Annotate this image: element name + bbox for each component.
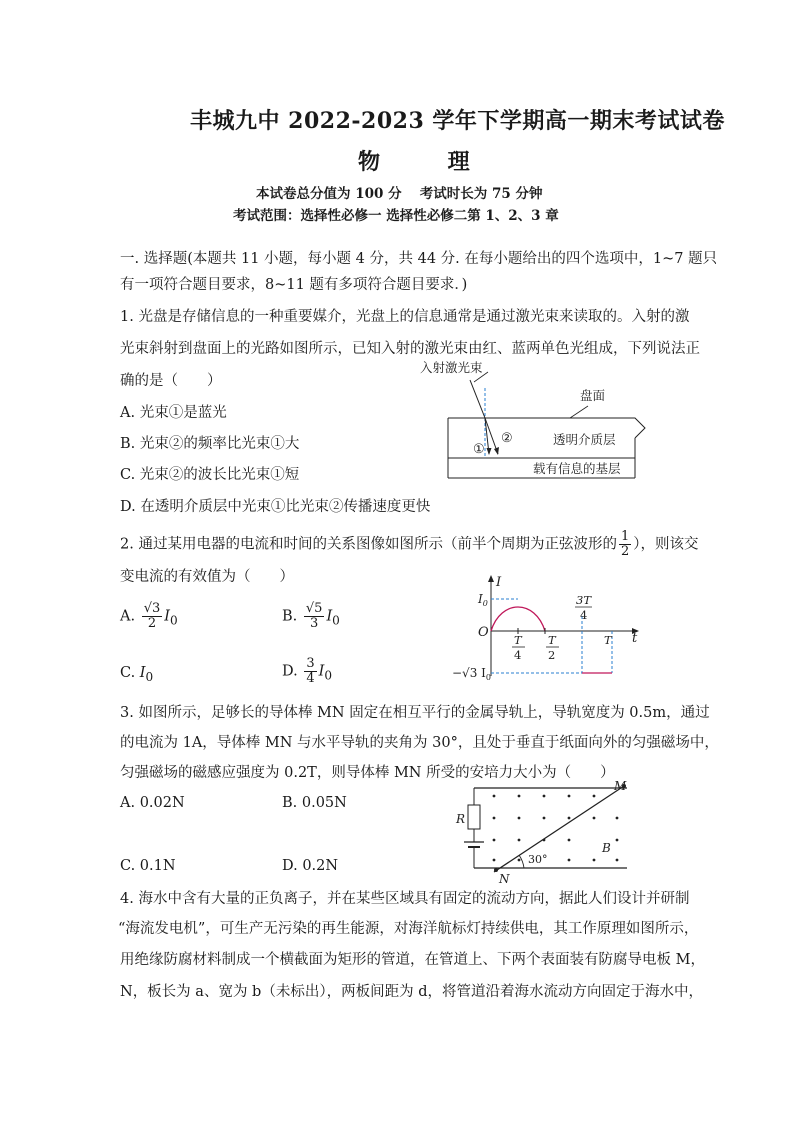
origin-label: O [478,625,489,640]
score-time-info: 本试卷总分值为 100 分 考试时长为 75 分钟 [256,186,543,202]
q2-option-b [282,602,340,631]
option-b-fraction [304,602,325,631]
subject-title: 物 理 [358,149,500,175]
q4-stem-line2: “海流发电机”，可生产无污染的再生能源，对海洋航标灯持续供电，其工作原理如图所示， [118,921,699,937]
incident-beam-label: 入射激光束 [420,360,483,375]
fraction-numerator: 1 [620,529,630,544]
i0-subscript: 0 [482,599,488,608]
q1-option-d: D. 在透明介质层中光束①比光束②传播速度更快 [120,499,431,515]
q2-stem-pre: 2. 通过某用电器的电流和时间的关系图像如图所示（前半个周期为正弦波形的 [120,536,617,553]
t-full-label: T [604,633,612,647]
beam-2-label: ② [501,431,513,446]
t-quarter-numerator: T [514,633,522,647]
q4-stem-line4: N，板长为 a、宽为 b（未标出），两板间距为 d，将管道沿着海水流动方向固定于海水中， [120,984,703,1000]
fraction-numerator: √3 [143,601,161,616]
neg-root3-i0-label [452,666,491,682]
q3-rail-figure [452,780,642,886]
q1-option-a: A. 光束①是蓝光 [120,405,227,421]
current-symbol: I [318,663,325,680]
current-subscript: 0 [170,613,178,628]
neg-i0-symbol: −√3 I [452,666,486,680]
q1-stem-line1: 1. 光盘是存储信息的一种重要媒介，光盘上的信息通常是通过激光束来读取的。入射的激 [120,309,690,325]
t-three-quarter-numerator: 3T [576,593,591,607]
fraction-numerator: 3 [306,656,315,671]
option-label: C. [120,665,136,681]
beam-1-label: ① [473,442,485,457]
current-subscript: 0 [324,668,333,683]
point-n-label: N [499,872,510,886]
option-label: A. [120,608,136,625]
exam-scope: 考试范围：选择性必修一 选择性必修二第 1、2、3 章 [233,208,559,224]
section-heading-line1: 一. 选择题(本题共 11 小题，每小题 4 分，共 44 分. 在每小题给出的四个选项中，1~7 题只 [120,251,718,267]
q2-stem-post: ），则该交 [633,536,699,553]
t-three-quarter-denominator: 4 [580,608,588,622]
resistor-label: R [456,812,466,826]
option-label: B. [282,608,298,625]
t-half-denominator: 2 [548,648,556,662]
disc-surface-label: 盘面 [580,388,606,403]
current-subscript: 0 [145,669,154,684]
i0-symbol: I [478,592,483,606]
q1-option-c: C. 光束②的波长比光束①短 [120,467,300,483]
field-b-label: B [602,841,611,855]
fraction-denominator: 2 [147,616,157,631]
current-symbol: I [139,665,146,681]
q2-half-fraction [619,530,631,559]
q3-stem-line1: 3. 如图所示，足够长的导体棒 MN 固定在相互平行的金属导轨上，导轨宽度为 0.5m，通过 [120,705,710,721]
neg-i0-subscript: 0 [485,673,491,682]
i-axis-label: I [496,575,502,590]
q2-option-a [120,602,178,631]
fraction-denominator: 3 [310,616,319,631]
q2-stem-line2: 变电流的有效值为（ ） [120,569,294,585]
q2-current-time-graph [446,572,646,682]
option-a-fraction [142,602,163,631]
point-m-label: M [614,779,627,793]
q4-stem-line1: 4. 海水中含有大量的正负离子，并在某些区域具有固定的流动方向，据此人们设计并研制 [120,891,690,907]
option-d-fraction [304,657,316,686]
fraction-denominator: 4 [306,671,315,686]
t-quarter-denominator: 4 [514,648,522,662]
current-subscript: 0 [332,613,340,628]
q3-option-d: D. 0.2N [282,858,339,874]
q2-stem-line1 [120,530,698,559]
q2-option-d [282,657,332,686]
section-heading-line2: 有一项符合题目要求，8~11 题有多项符合题目要求．) [120,277,468,293]
exam-title: 丰城九中 2022-2023 学年下学期高一期末考试试卷 [190,108,725,134]
t-axis-label: t [632,631,638,646]
q1-stem-line3: 确的是（ ） [120,373,222,389]
q3-option-b: B. 0.05N [282,795,347,811]
t-half-numerator: T [548,633,556,647]
q3-option-a: A. 0.02N [120,795,185,811]
q4-stem-line3: 用绝缘防腐材料制成一个横截面为矩形的管道，在管道上、下两个表面装有防腐导电板 M， [120,952,705,968]
q1-stem-line2: 光束斜射到盘面上的光路如图所示，已知入射的激光束由红、蓝两单色光组成，下列说法正 [120,341,700,357]
q2-option-c [120,665,153,684]
q3-option-c: C. 0.1N [120,858,176,874]
q1-optical-disc-figure [420,358,650,483]
fraction-denominator: 2 [620,544,630,559]
current-symbol: I [164,608,170,625]
option-label: D. [282,663,298,680]
base-layer-label: 载有信息的基层 [533,461,621,476]
q3-stem-line2: 的电流为 1A，导体棒 MN 与水平导轨的夹角为 30°，且处于垂直于纸面向外的匀强磁场中， [120,735,719,751]
fraction-numerator: √5 [305,601,323,616]
q3-stem-line3: 匀强磁场的磁感应强度为 0.2T，则导体棒 MN 所受的安培力大小为（ ） [120,765,615,781]
transparent-layer-label: 透明介质层 [553,432,616,447]
current-symbol: I [326,608,333,625]
i0-label [477,592,488,608]
q1-option-b: B. 光束②的频率比光束①大 [120,436,300,452]
angle-label: 30° [528,853,548,866]
